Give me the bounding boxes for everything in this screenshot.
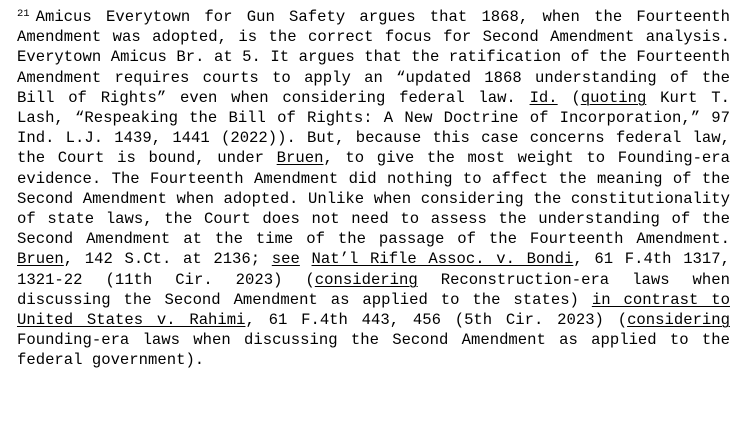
case-name-rahimi: United States v. Rahimi	[17, 311, 246, 330]
footnote-text: (	[557, 88, 581, 107]
footnote-number: 21	[17, 8, 30, 20]
case-name-bruen: Bruen	[276, 149, 324, 168]
footnote-text: , 61 F.4th 1317, 1321-22 (11th Cir. 2023) (	[17, 250, 730, 289]
footnote-text: , to give the most weight to Founding-era evidence. The Fourteenth Amendment did nothing to affect the meaning of the Second Amendment when adopted. Unlike when considering the constitutionality of state laws, the Court does not need to assess the understanding of the Second Amendment at the time of the passage of the Fourteenth Amendment.	[17, 149, 730, 249]
footnote-text: Founding-era laws when discussing the Second Amendment as applied to the federal government).	[17, 331, 730, 370]
signal-see: see	[271, 250, 300, 269]
footnote-text: , 142 S.Ct. at 2136;	[63, 250, 272, 269]
footnote-text: Amicus Everytown for Gun Safety argues that 1868, when the Fourteenth Amendment was adopted, is the correct focus for Second Amendment analysis. Everytown Amicus Br. at 5. It argues that the ratification of the Fourteenth Amendment requires courts to apply an “updated 1868 understanding of the Bill of Rights” even when considering federal law.	[17, 8, 730, 107]
footnote-text: , 61 F.4th 443, 456 (5th Cir. 2023) (	[245, 311, 628, 330]
footnote-text: Reconstruction-era laws when discussing the Second Amendment as applied to the states)	[17, 270, 730, 309]
citation-id: Id.	[529, 88, 558, 107]
case-name-bruen: Bruen	[17, 250, 64, 269]
parenthetical-considering: considering	[314, 270, 418, 289]
signal-in-contrast-to: in contrast to	[591, 290, 730, 309]
parenthetical-considering: considering	[627, 311, 730, 330]
footnote-text	[300, 250, 312, 268]
signal-quoting: quoting	[580, 88, 647, 107]
footnote-21	[17, 7, 730, 371]
footnote-text: Kurt T. Lash, “Respeaking the Bill of Rights: A New Doctrine of Incorporation,” 97 Ind. L.J. 1439, 1441 (2022)). But, because this case concerns federal law, the Court is bound, under	[17, 88, 731, 168]
case-name-bondi: Nat’l Rifle Assoc. v. Bondi	[311, 250, 574, 269]
